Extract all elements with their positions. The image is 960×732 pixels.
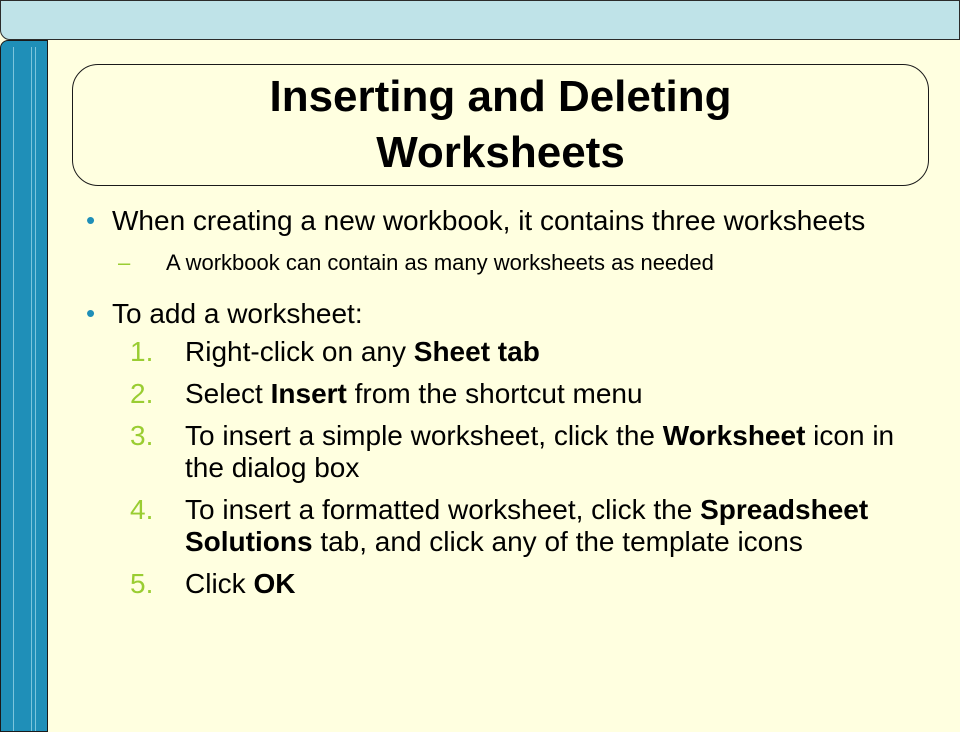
step-number: 5. xyxy=(130,568,154,599)
side-stripe xyxy=(13,47,14,731)
step-number: 3. xyxy=(130,420,154,451)
bullet-dot-icon: • xyxy=(86,205,96,235)
step-text: Select xyxy=(185,378,271,409)
step-text: Click xyxy=(185,568,254,599)
bullet-text: When creating a new workbook, it contains three worksheets xyxy=(112,205,866,236)
step-number: 4. xyxy=(130,494,154,525)
step-text: Right-click on any xyxy=(185,336,414,367)
bullet-item xyxy=(80,297,940,330)
step-bold-text: Insert xyxy=(270,378,347,409)
top-decor-bar xyxy=(0,0,960,40)
step-bold-text: Spreadsheet Solutions xyxy=(185,494,869,557)
side-decor-bar xyxy=(0,40,48,732)
title-box xyxy=(72,64,929,186)
step-item xyxy=(80,420,940,484)
bullet-dot-icon: • xyxy=(86,298,96,328)
bullet-text: To add a worksheet: xyxy=(112,298,363,329)
sub-bullet-item xyxy=(80,249,940,277)
step-item xyxy=(80,378,940,410)
step-text: To insert a simple worksheet, click the xyxy=(185,420,663,451)
step-item xyxy=(80,568,940,600)
step-item xyxy=(80,494,940,558)
step-text: To insert a formatted worksheet, click the xyxy=(185,494,701,525)
step-bold-text: Sheet tab xyxy=(413,336,540,367)
bullet-item xyxy=(80,204,940,237)
dash-icon: – xyxy=(118,250,131,275)
step-number: 2. xyxy=(130,378,154,409)
step-bold-text: OK xyxy=(253,568,296,599)
step-text: from the shortcut menu xyxy=(346,378,643,409)
side-stripe xyxy=(31,47,32,731)
slide-content xyxy=(80,200,940,610)
step-number: 1. xyxy=(130,336,154,367)
step-text: tab, and click any of the template icons xyxy=(312,526,803,557)
sub-bullet-text: A workbook can contain as many worksheets as needed xyxy=(166,250,714,275)
step-item xyxy=(80,336,940,368)
slide-title: Inserting and Deleting Worksheets xyxy=(269,72,732,177)
step-text: icon in the dialog box xyxy=(185,420,895,483)
steps-list xyxy=(80,336,940,600)
step-bold-text: Worksheet xyxy=(662,420,806,451)
side-stripe xyxy=(35,47,36,731)
